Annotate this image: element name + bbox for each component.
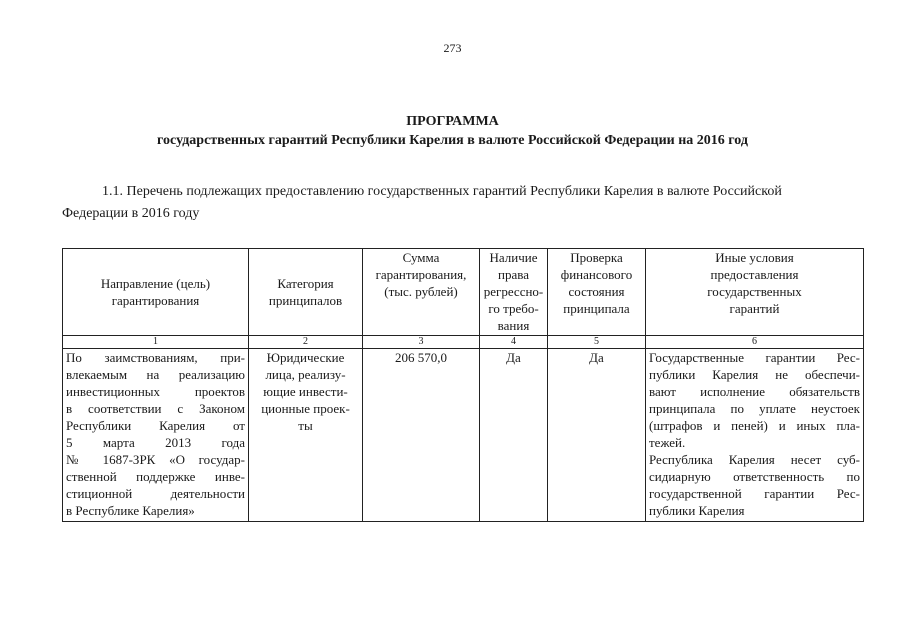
conditions-line: принципала по уплате неустоек [649, 401, 860, 416]
cell-financial-check: Да [548, 349, 646, 522]
section-intro [62, 181, 862, 225]
title-subheading: государственных гарантий Республики Карелия в валюте Российской Федерации на 2016 год [157, 133, 748, 148]
document-title [0, 112, 905, 150]
purpose-line: ственной поддержке инве- [66, 469, 245, 484]
column-number: 3 [363, 336, 480, 349]
column-number: 2 [249, 336, 363, 349]
purpose-line: в соответствии с Законом [66, 401, 245, 416]
conditions-line: публики Карелия не обеспечи- [649, 367, 860, 382]
purpose-line: в Республике Карелия» [66, 503, 195, 518]
header-other-conditions: Иные условия предоставления государственных гарантий [646, 249, 864, 336]
header-recourse: Наличие права регрессно- го требо- вания [480, 249, 548, 336]
cell-other-conditions [646, 349, 864, 522]
purpose-line: № 1687-ЗРК «О государ- [66, 452, 245, 467]
purpose-line: стиционной деятельности [66, 486, 245, 501]
column-number: 6 [646, 336, 864, 349]
column-number: 4 [480, 336, 548, 349]
conditions-line: (штрафов и пеней) и иных пла- [649, 418, 860, 433]
title-heading: ПРОГРАММА [406, 114, 499, 129]
header-amount: Сумма гарантирования, (тыс. рублей) [363, 249, 480, 336]
conditions-line: государственной гарантии Рес- [649, 486, 860, 501]
header-purpose: Направление (цель) гарантирования [63, 249, 249, 336]
page-number: 273 [443, 41, 462, 55]
purpose-line: Республики Карелия от [66, 418, 245, 433]
conditions-line: Государственные гарантии Рес- [649, 350, 860, 365]
header-financial-check: Проверка финансового состояния принципала [548, 249, 646, 336]
cell-recourse: Да [480, 349, 548, 522]
conditions-line: публики Карелия [649, 503, 745, 518]
conditions-line: Республика Карелия несет суб- [649, 452, 860, 467]
cell-principals: Юридические лица, реализу- ющие инвести- ционные проек- ты [249, 349, 363, 522]
conditions-line: тежей. [649, 435, 686, 450]
cell-purpose [63, 349, 249, 522]
purpose-line: инвестиционных проектов [66, 384, 245, 399]
guarantees-table [62, 248, 864, 522]
table-header-row [63, 249, 864, 336]
intro-line-2: Федерации в 2016 году [62, 206, 200, 221]
intro-line-1: 1.1. Перечень подлежащих предоставлению государственных гарантий Республики Карелия в валюте Российской [102, 184, 782, 199]
header-principals: Категория принципалов [249, 249, 363, 336]
cell-amount: 206 570,0 [363, 349, 480, 522]
conditions-line: вают исполнение обязательств [649, 384, 860, 399]
purpose-line: влекаемым на реализацию [66, 367, 245, 382]
table-row [63, 349, 864, 522]
conditions-line: сидиарную ответственность по [649, 469, 860, 484]
column-number: 1 [63, 336, 249, 349]
column-numbers-row [63, 336, 864, 349]
purpose-line: По заимствованиям, при- [66, 350, 245, 365]
column-number: 5 [548, 336, 646, 349]
purpose-line: 5 марта 2013 года [66, 435, 245, 450]
